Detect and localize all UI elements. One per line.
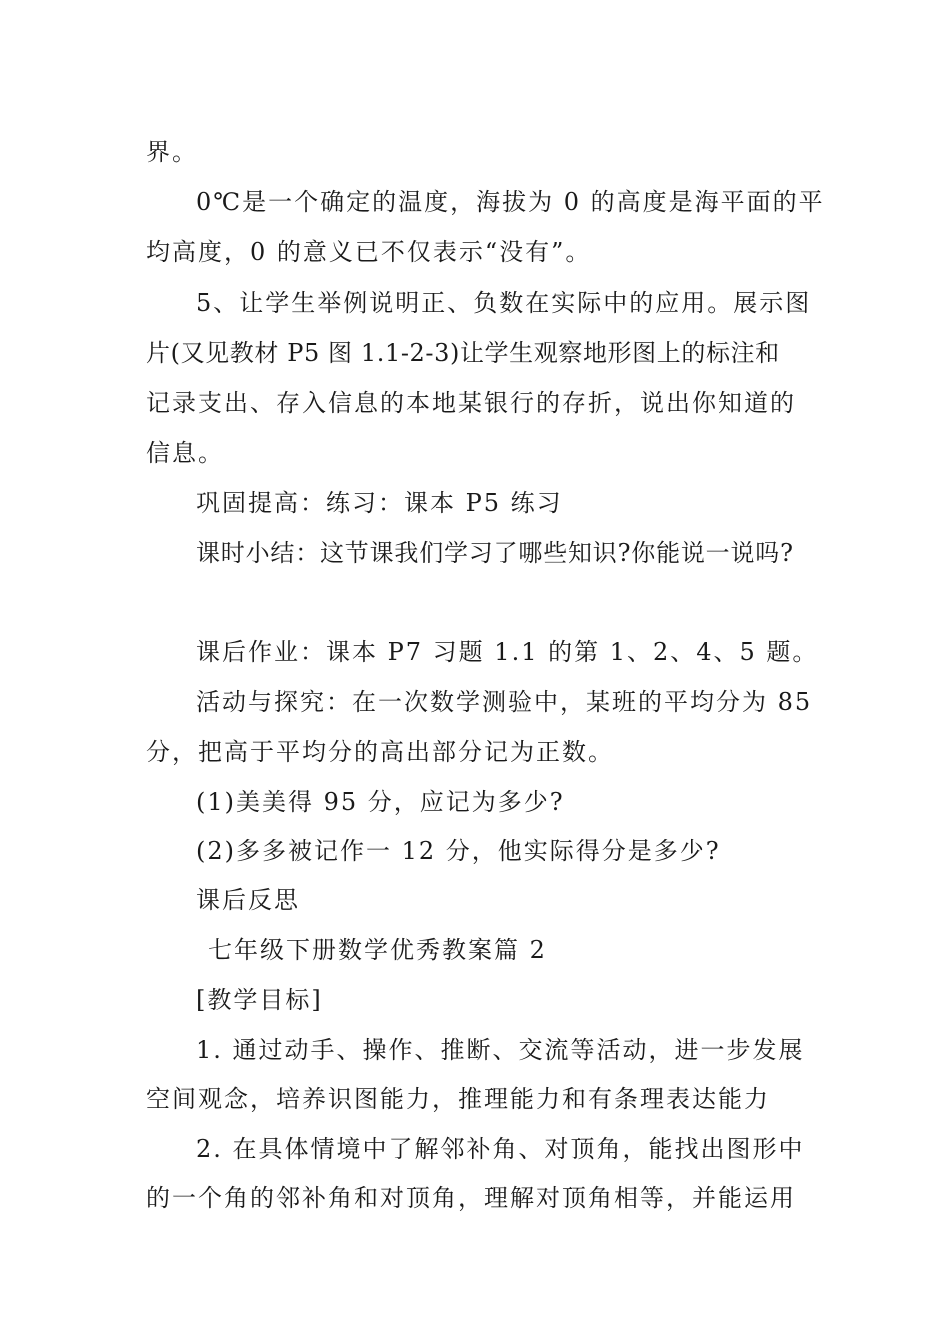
paragraph-line: 0℃是一个确定的温度，海拔为 0 的高度是海平面的平 xyxy=(196,188,825,216)
paragraph-line: 分，把高于平均分的高出部分记为正数。 xyxy=(146,738,614,766)
paragraph-line: 空间观念，培养识图能力，推理能力和有条理表达能力 xyxy=(146,1085,770,1113)
paragraph-line: 片(又见教材 P5 图 1.1-2-3)让学生观察地形图上的标注和 xyxy=(146,339,780,367)
paragraph-line: 活动与探究：在一次数学测验中，某班的平均分为 85 xyxy=(196,688,813,716)
paragraph-line: 信息。 xyxy=(146,439,224,467)
paragraph-line: 界。 xyxy=(146,138,198,166)
paragraph-line: [教学目标] xyxy=(196,986,323,1014)
paragraph-line: (1)美美得 95 分，应记为多少? xyxy=(196,788,565,816)
paragraph-line: 的一个角的邻补角和对顶角，理解对顶角相等，并能运用 xyxy=(146,1184,796,1212)
paragraph-line: 课时小结：这节课我们学习了哪些知识?你能说一说吗? xyxy=(196,539,794,567)
paragraph-line: 1. 通过动手、操作、推断、交流等活动，进一步发展 xyxy=(196,1036,805,1064)
paragraph-line: 2. 在具体情境中了解邻补角、对顶角，能找出图形中 xyxy=(196,1135,805,1163)
paragraph-line: 记录支出、存入信息的本地某银行的存折，说出你知道的 xyxy=(146,389,796,417)
paragraph-line: (2)多多被记作一 12 分，他实际得分是多少? xyxy=(196,837,721,865)
section-heading: 七年级下册数学优秀教案篇 2 xyxy=(208,936,547,964)
paragraph-line: 5、让学生举例说明正、负数在实际中的应用。展示图 xyxy=(196,289,812,317)
paragraph-line: 均高度，0 的意义已不仅表示“没有”。 xyxy=(146,238,592,266)
paragraph-line: 课后反思 xyxy=(196,886,300,914)
paragraph-line: 巩固提高：练习：课本 P5 练习 xyxy=(196,489,563,517)
paragraph-line: 课后作业：课本 P7 习题 1.1 的第 1、2、4、5 题。 xyxy=(196,638,819,666)
